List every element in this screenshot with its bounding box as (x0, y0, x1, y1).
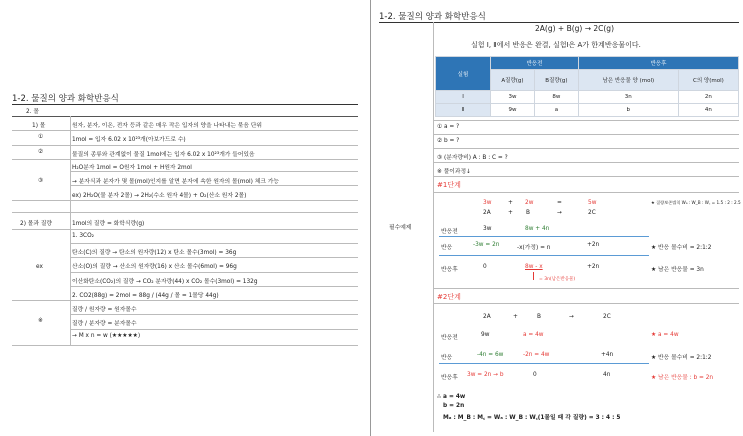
conclusion: b = 2n (443, 403, 465, 409)
b-value-note: ★ 남은 반응물 : b = 2n (651, 375, 714, 381)
conclusion: Mₐ : M_B : M꜀ = Wₐ : W_B : W꜀(1몰일 때 각 질량) = 3 : 4 : 5 (443, 415, 621, 421)
row-text: 물질의 종류와 관계없이 물질 1mol에는 입자 6.02 x 10²³개가 들어있음 (72, 152, 255, 158)
table-header-before: 반응전 (491, 57, 579, 70)
table-header-exp: 실험 (436, 57, 491, 91)
row-text: ex) 2H₂O(물 분자 2몰) → 2H₂(수소 원자 4몰) + O₂(산소 원자 2몰) (72, 193, 247, 199)
left-section-title: 1-2. 물질의 양과 화학반응식 (12, 92, 358, 105)
question: ② b = ? (437, 138, 460, 144)
step2-title: #2단계 (437, 293, 461, 301)
row-label: 2) 몰과 질량 (20, 221, 53, 227)
left-page (0, 0, 371, 436)
row-label: 1) 몰 (32, 123, 46, 129)
row-text: → M x n = w (★★★★★) (72, 333, 141, 339)
row-text: 탄소(C)의 질량 → 탄소의 원자량(12) x 탄소 몰수(3mol) = 36g (72, 250, 237, 256)
question: ③ (분자량비) A : B : C = ? (437, 155, 508, 161)
right-page: 1-2. 물질의 양과 화학반응식 필수예제 2A(g) + B(g) → 2C(g) 실험 Ⅰ, Ⅱ에서 반응은 완결, 실험Ⅰ은 A가 한계반응물이다. 실험 반응전 반응후 A질량(g) B질량(g) 남은 반응물 양 (mol) C의 양(mol) Ⅰ 3w 8w 3n 2n Ⅱ 9w a b 4n ① a = ? ② b = ? ③ (분자량비) A : B : C = ? ※ 풀이과정↓ #1단계 3w + 2w = 5w ★ 질량보존법칙 Wₐ : W_B : W꜀ = 1.5 : 2 : 2.5 2A + B → 2C 반응전 3w 8w + 4n 반응 -3w = 2n -x(가정) = n +2n ★ 반응 몰수비 = 2:1:2 반응후 0 8w - x +2n ★ 남은 반응물 = 3n = 3n(남은반응물) #2단계 2A + B → 2C 반응전 9w a = 4w ★ a = 4w 반응 -4n = 6w -2n = 4w +4n ★ 반응 몰수비 = 2:1:2 반응후 3w = 2n → b 0 4n ★ 남은 반응물 : b = 2n ∴ a = 4w b = 2n Mₐ : M_B : M꜀ = Wₐ : W_B : W꜀(1몰일 때 각 질량) = 3 : 4 : 5 (371, 0, 743, 436)
row-text: H₂O분자 1mol = O원자 1mol + H원자 2mol (72, 165, 192, 171)
table-subheader: A질량(g) (491, 70, 535, 91)
row-label: ※ (38, 318, 43, 324)
table-subheader: 남은 반응물 양 (mol) (578, 70, 678, 91)
table-subheader: C의 양(mol) (678, 70, 738, 91)
problem-statement: 실험 Ⅰ, Ⅱ에서 반응은 완결, 실험Ⅰ은 A가 한계반응물이다. (471, 41, 641, 49)
row-text: 1. 3CO₂ (72, 233, 94, 239)
conclusion: ∴ a = 4w (437, 394, 466, 400)
a-value-note: ★ a = 4w (651, 332, 679, 338)
row-text: 1mol = 입자 6.02 x 10²³개(아보가드로 수) (72, 137, 186, 143)
right-section-title: 1-2. 물질의 양과 화학반응식 (379, 10, 739, 23)
experiment-table (435, 56, 739, 117)
row-text: 이산화탄소(CO₂)의 질량 → CO₂ 분자량(44) x CO₂ 몰수(3mol) = 132g (72, 279, 258, 285)
row-text: 원자, 분자, 이온, 전자 등과 같은 매우 작은 입자의 양을 나타내는 묶음 단위 (72, 123, 263, 129)
row-text: → 분자식과 분자가 몇 몰(mol)인지를 알면 분자에 속한 원자의 몰(mol) 체크 가능 (72, 179, 279, 185)
row-label: ② (38, 149, 44, 155)
row-label: ex (36, 264, 43, 270)
table-header-after: 반응후 (578, 57, 738, 70)
question: ① a = ? (437, 124, 460, 130)
side-label: 필수예제 (389, 225, 412, 231)
row-text: 질량 / 분자량 = 분자몰수 (72, 321, 137, 327)
mole-ratio-note-2: ★ 반응 몰수비 = 2:1:2 (651, 355, 712, 361)
table-row: Ⅱ 9w a b 4n (436, 104, 739, 117)
mole-section-heading: 2. 몰 (26, 109, 39, 115)
step1-title: #1단계 (437, 181, 461, 189)
remaining-reactant-note: ★ 남은 반응물 = 3n (651, 267, 704, 273)
mass-conservation-note: ★ 질량보존법칙 Wₐ : W_B : W꜀ = 1.5 : 2 : 2.5 (651, 200, 741, 205)
row-text: 질량 / 원자량 = 원자몰수 (72, 307, 137, 313)
row-label: ③ (38, 178, 44, 184)
row-text: 1mol의 질량 = 화학식량(g) (72, 221, 145, 227)
row-text: 산소(O)의 질량 → 산소의 원자량(16) x 산소 몰수(6mol) = 96g (72, 264, 237, 270)
table-row: Ⅰ 3w 8w 3n 2n (436, 91, 739, 104)
sub-note: = 3n(남은반응물) (539, 277, 576, 282)
reaction-equation: 2A(g) + B(g) → 2C(g) (535, 24, 614, 33)
mole-ratio-note: ★ 반응 몰수비 = 2:1:2 (651, 245, 712, 251)
process-title: ※ 풀이과정↓ (437, 169, 471, 175)
row-text: 2. CO2(88g) = 2mol = 88g / (44g / 몰 = 1몰당 44g) (72, 293, 219, 299)
table-subheader: B질량(g) (534, 70, 578, 91)
row-label: ① (38, 134, 44, 140)
